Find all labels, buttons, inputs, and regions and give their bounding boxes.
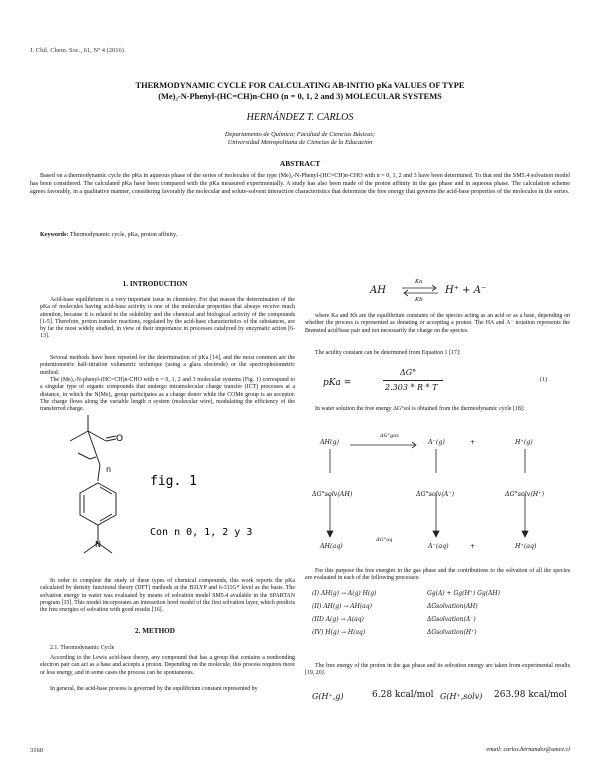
right-paragraph-4: For this purpose the free energies in the gas phase and the contributions to the solvation of all the species are evaluated in each of the following processes: — [305, 568, 570, 582]
title-line-2: (Me)₂-N-Phenyl-(HC=CH)n-CHO (n = 0, 1, 2 and 3) MOLECULAR SYSTEMS — [158, 91, 442, 101]
process-2-lhs: (II) AH(g) → AH(aq) — [312, 603, 372, 610]
left-paragraph-3: The (Me)₂-N-phenyl-(HC=CH)n-CHO with n = 0, 1, 2 and 3 molecular systems (Fig. 1) correspond to a singular type of organic compounds that undergo intramolecular charge transfer (ICT) processes at a distance, in which the N(Me)₂ group participates as a charge donor while the COMe group is an acceptor. The charge flows along the variable length π system (molecular wire), modulating the efficiency of the transferred charge. — [40, 377, 295, 413]
left-paragraph-1: Acid-base equilibrium is a very important issue in chemistry. For that reason the determination of the pKa of molecules having acid-base activity is one of the molecular properties that always receive much attention, because it is related to the solubility and the chemical and biological activity of the compounds [1-5]. Therefore, proton transfer reactions, regulated by the acid-base characteristics of the substances, are by far the most widely studied, in view of their importance in processes catalyzed by enzymatic action [6-13]. — [40, 297, 295, 340]
eq-products: H⁺ + A⁻ — [445, 285, 487, 296]
cycle-h-gas: H⁺(g) — [515, 439, 533, 446]
figure-1 — [50, 413, 285, 573]
affiliation — [0, 131, 600, 147]
svg-text:O: O — [116, 434, 124, 444]
right-paragraph-5: The free energy of the proton in the gas phase and its solvation energy are taken from experimental results [19, 20]. — [305, 663, 570, 677]
keywords — [40, 232, 177, 238]
eq1-lhs: pKa = — [323, 378, 352, 388]
right-paragraph-2: The acidity constant can be determined from Equation 1 [17]: — [315, 350, 461, 356]
proton-energies — [312, 690, 572, 706]
thermodynamic-cycle — [310, 433, 570, 558]
cycle-plus-top: + — [470, 439, 476, 446]
process-2-rhs: ΔGsolvation(AH) — [427, 603, 478, 610]
abstract-text: Based on a thermodynamic cycle the pKa in aqueous phase of the series of molecules of the type (Me)₂-N-Phenyl-(HC=CH)n-CHO with n = 0, 1, 2 and 3 have been determined. To that end the SM5.4 solvation model has been considered. The calculated pKa have been compared with the pKa measured experimentally. A study has also been made of the proton affinity in the gas phase and in aqueous phase. The calculation scheme agrees favorably, in a qualitative manner, considering favorably the molecular and solute-solvent interaction characteristics that determine the free energy that governs the acid-base properties of the molecules in the series. — [30, 173, 570, 196]
proton-solv-label: G(H⁺,solv) — [440, 692, 483, 701]
fig-n-label: n — [106, 465, 112, 474]
figure-label: fig. 1 — [150, 474, 197, 489]
cycle-dg-ah: ΔG°solv(AH) — [312, 491, 353, 498]
abstract-heading: ABSTRACT — [279, 159, 321, 168]
keywords-label: Keywords: — [40, 232, 69, 238]
eq-acid: AH — [370, 285, 386, 296]
cycle-top-arrow — [350, 441, 420, 449]
process-3-rhs: ΔGsolvation(A⁻) — [427, 616, 476, 623]
affiliation-line-2: Universidad Metropolitana de Ciencias de la Educación — [227, 139, 373, 146]
affiliation-line-1: Departamento de Química; Facultad de Ciencias Básicas; — [224, 131, 376, 138]
title-line-1: THERMODYNAMIC CYCLE FOR CALCULATING AB-INITIO pKa VALUES OF TYPE — [135, 81, 465, 90]
eq1-number: (1) — [540, 377, 547, 383]
fraction-bar — [383, 380, 443, 381]
cycle-plus-bottom: + — [470, 543, 476, 550]
keywords-text: Thermodynamic cycle, pKa, proton affinity. — [69, 232, 178, 238]
introduction-heading: 1. INTRODUCTION — [122, 280, 188, 288]
figure-n-values: Con n 0, 1, 2 y 3 — [150, 527, 253, 538]
eq-ka-label: Ka — [415, 279, 423, 285]
proton-gas-label: G(H⁺,g) — [312, 692, 344, 701]
eq1-denominator: 2.303 * R * T — [385, 383, 438, 392]
proton-solv-value: 263.98 kcal/mol — [494, 690, 567, 700]
equilibrium-equation — [305, 278, 575, 304]
right-paragraph-1: where Ka and Kb are the equilibrium constants of the species acting as an acid or as a base, depending on whether the process is represented as donating or accepting a proton. The HA and A⁻ notation represents the Brønsted acid/base pair and not necessarily the charge on the species. — [305, 313, 570, 334]
cycle-h-aq: H⁺(aq) — [515, 543, 537, 550]
journal-header: J. Chil. Chem. Soc., 61, Nº 4 (2016) — [30, 47, 124, 54]
process-3-lhs: (III) A(g) → A(aq) — [312, 616, 364, 623]
paper-title — [60, 81, 540, 102]
page-number: 3160 — [30, 747, 43, 754]
cycle-vertical-arrows — [310, 449, 570, 549]
svg-text:N: N — [95, 540, 101, 549]
molecule-structure-drawing — [50, 413, 285, 573]
equation-1 — [305, 368, 570, 398]
cycle-bottom-label: ΔG°aq — [376, 537, 393, 543]
process-1-rhs: Gg(A) + Gg(H⁺) Gg(AH) — [427, 590, 500, 597]
eq1-numerator: ΔG° — [400, 368, 417, 377]
cycle-dg-a: ΔG°solv(A⁻) — [416, 491, 455, 498]
author: HERNÁNDEZ T. CARLOS — [246, 112, 354, 123]
left-paragraph-6: In general, the acid-base process is governed by the equilibrium constant represented by — [50, 686, 258, 692]
cycle-ah-aq: AH(aq) — [320, 543, 343, 550]
cycle-a-gas: A⁻(g) — [428, 439, 445, 446]
cycle-a-aq: A⁻(aq) — [428, 543, 449, 550]
subsection-heading: 2.1. Thermodynamic Cycle — [50, 645, 115, 651]
left-paragraph-5: According to the Lewis acid-base theory, any compound that has a group that contains a nonbonding electron pair can act as a base and accepts a proton. Depending on the molecule, this process requires more or less energy, and in some cases the process can be spontaneous. — [40, 655, 295, 676]
equilibrium-arrows — [400, 285, 440, 297]
left-paragraph-4: In order to complete the study of these types of chemical compounds, this work reports the pKa calculated by density functional theory (DFT) methods at the B3LYP and 6-311G* level as the basis. The solvation energy in water was evaluated by means of solvation model SM5.4 available in the SPARTAN program [15]. This model incorporates an interaction level model of the first solvation layer, which predicts the free energies of solvation with good results [16]. — [40, 578, 295, 614]
cycle-ah-gas: AH(g) — [320, 439, 339, 446]
cycle-top-label: ΔG°gas — [380, 433, 399, 439]
process-4-lhs: (IV) H(g) → H(aq) — [312, 629, 366, 636]
cycle-dg-h: ΔG°solv(H⁺) — [505, 491, 545, 498]
left-paragraph-2: Several methods have been reported for the determination of pKa [14], and the most common are the potentiometric half-titration volumetric technique (using a glass electrode) or the spectrophotometric method. — [40, 355, 295, 376]
author-email: email: carlos.hernandez@umce.cl — [486, 747, 570, 753]
process-4-rhs: ΔGsolvation(H⁺) — [427, 629, 477, 636]
eq-kb-label: Kb — [415, 297, 423, 303]
process-1-lhs: (I) AH(g) → A(g) H(g) — [312, 590, 377, 597]
right-paragraph-3: In water solution the free energy ΔG°sol is obtained from the thermodynamic cycle [18]: — [315, 406, 525, 412]
proton-gas-value: 6.28 kcal/mol — [372, 690, 434, 700]
process-list — [312, 590, 572, 648]
method-heading: 2. METHOD — [135, 627, 175, 635]
